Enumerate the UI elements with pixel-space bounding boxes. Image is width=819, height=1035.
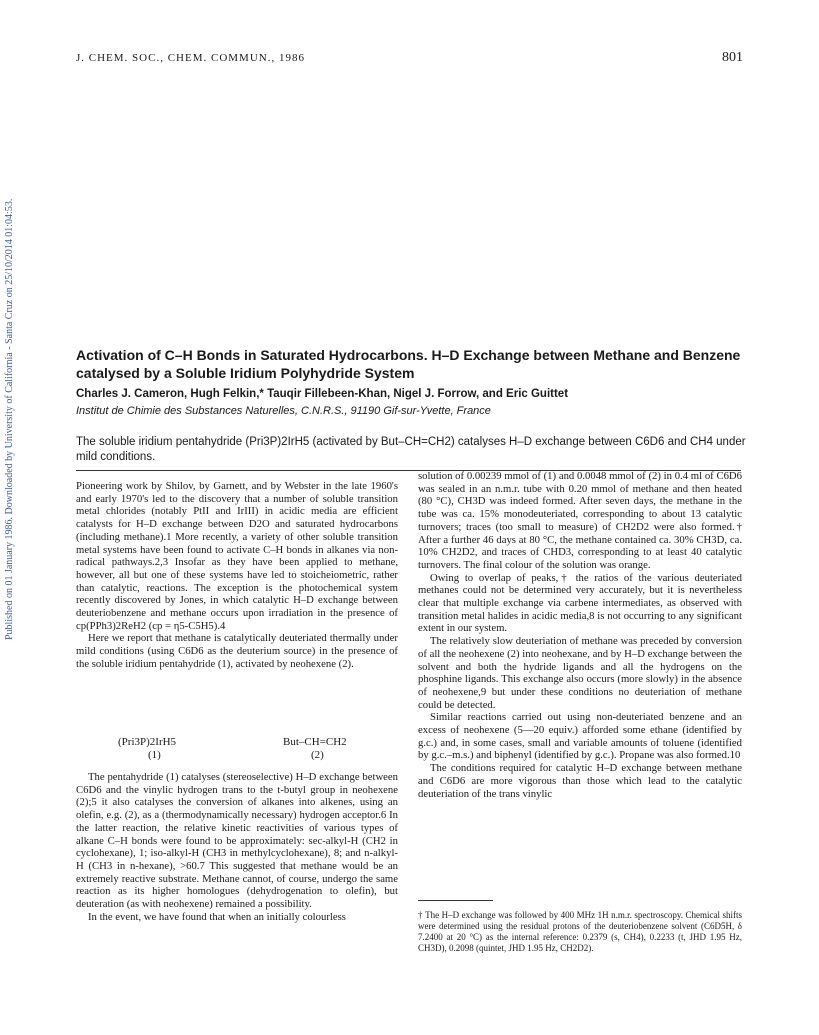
left-paragraph-1: Pioneering work by Shilov, by Garnett, and by Webster in the late 1960's and early 1970's led to the discovery that a number of soluble transition metal chlorides (notably PtII and IrIII) in acidic media are efficient catalysts for H–D exchange between D2O and saturated hydrocarbons (including methane).1 More recently, a variety of other soluble transition metal systems have been found to activate C–H bonds in alkanes via non-radical pathways.2,3 Insofar as they have been applied to methane, however, all but one of these systems have led to stoicheiometric, rather than catalytic, reactions. The exception is the photochemical system recently discovered by Jones, in which catalytic H–D exchange between deuteriobenzene and methane occurs upon irradiation in the presence of cp(PPh3)2ReH2 (cp = η5-C5H5).4: [76, 480, 398, 632]
right-paragraph-2: Owing to overlap of peaks,† the ratios of the various deuteriated methanes could not be determined very accurately, but it is nevertheless clear that multiple exchange via carbene intermediates, as observed with transition metal halides in acidic media,8 is not occurring to any significant extent in our system.: [418, 571, 742, 635]
compound-formulas: [118, 736, 378, 766]
sidebar-provenance-note: Published on 01 January 1986. Downloaded by University of California - Santa Cruz on 25/10/2014 01:04:53.: [4, 198, 15, 640]
footnote-divider: [418, 900, 493, 901]
left-paragraph-3: The pentahydride (1) catalyses (stereoselective) H–D exchange between C6D6 and the vinylic hydrogen trans to the t-butyl group in neohexene (2);5 it also catalyses the conversion of alkanes into alkenes, using an olefin, e.g. (2), as a (thermodynamically necessary) hydrogen acceptor.6 In the latter reaction, the relative kinetic reactivities of various types of alkane C–H bonds were found to be approximately: sec-alkyl-H (CH2 in cyclohexane), 1; iso-alkyl-H (CH3 in methylcyclohexane), 8; and n-alkyl-H (CH3 in n-hexane), >60.7 This suggested that methane would be an extremely reactive substrate. Methane cannot, of course, undergo the same reaction as its higher homologues (dehydrogenation to olefin), but deuteration (as with neohexene) remained a possibility.: [76, 771, 398, 911]
article-affiliation: Institut de Chimie des Substances Naturelles, C.N.R.S., 91190 Gif-sur-Yvette, France: [76, 405, 491, 417]
formula-1: (Pri3P)2IrH5: [118, 736, 177, 748]
right-column: [418, 470, 742, 800]
formula-2-number: (2): [311, 749, 324, 761]
left-column-bottom: [76, 771, 398, 923]
footnote: † The H–D exchange was followed by 400 MHz 1H n.m.r. spectroscopy. Chemical shifts were determined using the residual protons of the deuteriobenzene solvent (C6D5H, δ 7.2400 at 20 °C) as the internal reference: 0.2379 (s, CH4), 0.2233 (t, JHD 1.95 Hz, CH3D), 0.2098 (quintet, JHD 1.95 Hz, CH2D2).: [418, 910, 742, 953]
right-paragraph-3: The relatively slow deuteriation of methane was preceded by conversion of all the neohexene (2) into neohexane, and by H–D exchange between the solvent and both the hydride ligands and all the hydrogens on the phosphine ligands. This exchange also occurs (more slowly) in the absence of neohexene,9 but under these conditions no deuteriation of methane could be detected.: [418, 635, 742, 711]
article-abstract: The soluble iridium pentahydride (Pri3P)2IrH5 (activated by But–CH=CH2) catalyses H–D exchange between C6D6 and CH4 under mild conditions.: [76, 436, 746, 463]
left-column-top: [76, 480, 398, 671]
left-paragraph-2: Here we report that methane is catalytically deuteriated thermally under mild conditions (using C6D6 as the deuterium source) in the presence of the soluble iridium pentahydride (1), activated by neohexene (2).: [76, 632, 398, 670]
journal-header: J. CHEM. SOC., CHEM. COMMUN., 1986: [76, 52, 305, 64]
right-paragraph-1: solution of 0.00239 mmol of (1) and 0.0048 mmol of (2) in 0.4 ml of C6D6 was sealed in an n.m.r. tube with 0.20 mmol of methane and then heated (80 °C), CH3D was indeed formed. After seven days, the methane in the tube was ca. 15% monodeuteriated, corresponding to about 13 catalytic turnovers; traces (too small to measure) of CH2D2 were also formed.† After a further 46 days at 80 °C, the methane contained ca. 30% CH3D, ca. 10% CH2D2, and traces of CHD3, corresponding to at least 40 catalytic turnovers. The final colour of the solution was orange.: [418, 470, 742, 571]
right-paragraph-5: The conditions required for catalytic H–D exchange between methane and C6D6 are more vigorous than those which lead to the catalytic deuteriation of the trans vinylic: [418, 762, 742, 800]
formula-2: But–CH=CH2: [283, 736, 347, 748]
left-paragraph-4: In the event, we have found that when an initially colourless: [88, 910, 346, 923]
article-authors: Charles J. Cameron, Hugh Felkin,* Tauqir Fillebeen-Khan, Nigel J. Forrow, and Eric Guittet: [76, 388, 569, 400]
article-title: Activation of C–H Bonds in Saturated Hydrocarbons. H–D Exchange between Methane and Benzene catalysed by a Soluble Iridium Polyhydride System: [76, 347, 741, 381]
right-paragraph-4: Similar reactions carried out using non-deuteriated benzene and an excess of neohexene (5—20 equiv.) afforded some ethane (identified by g.c.) and, in some cases, small and variable amounts of toluene (identified by g.c.–m.s.) and biphenyl (identified by g.c.). Propane was also formed.10: [418, 711, 742, 762]
page-number: 801: [722, 50, 743, 65]
formula-1-number: (1): [148, 749, 161, 761]
